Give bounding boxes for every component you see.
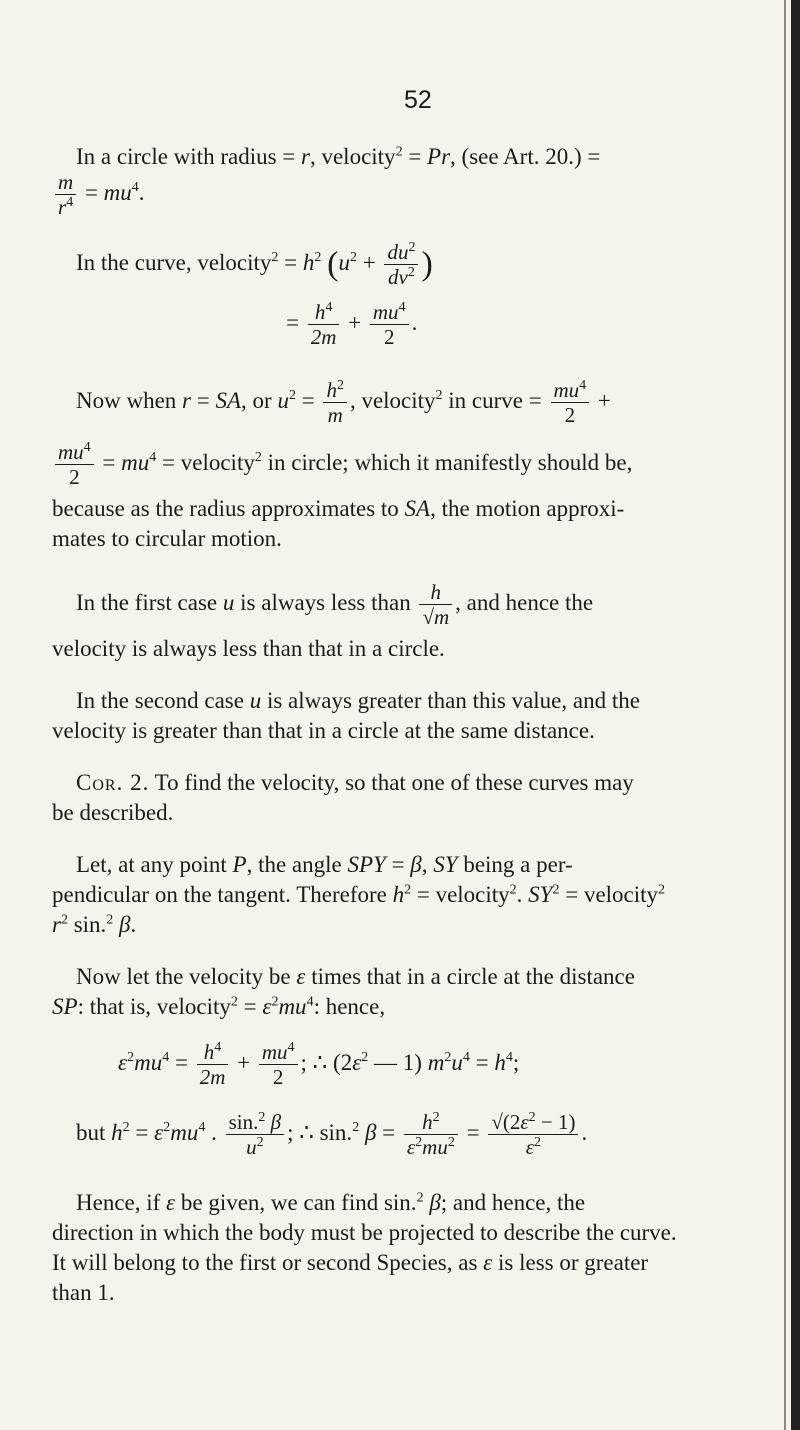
text-direction: direction in which the body must be projected to describe the curve. (52, 1220, 677, 1245)
text-velocity-less: velocity is always less than that in a circle. (52, 636, 445, 661)
text-velocity-in-circle: $\frac{mu^4}{2}$ = $mu^4$ = velocity$^2$ in circle; which it manifestly should be, (52, 440, 632, 489)
page-number: 52 (404, 86, 432, 114)
text-now-let: Now let the velocity be ε times that in a circle at the distance (76, 964, 635, 989)
text-velocity-greater: velocity is greater than that in a circle at the same distance. (52, 718, 595, 743)
text-first-case: In the first case u is always less than $\frac{h}{√m}$ , and hence the (76, 580, 594, 629)
equation-eps-mu4: $\varepsilon^2mu^4$ = $\frac{h^4}{2m}$ + $\frac{mu^4}{2}$ ; ∴ ($2\varepsilon^2$ — 1) $m^2u^4 = h^4$; (118, 1040, 520, 1089)
equation-m-over-r4: $\frac{m}{r^4}$ = $mu^4$. (52, 170, 145, 219)
text-hence: Hence, if ε be given, we can find sin.$^2$ β; and hence, the (76, 1190, 586, 1215)
corollary-heading: Cor. 2. To find the velocity, so that one of these curves may (76, 770, 634, 795)
text-species: It will belong to the first or second Species, as ε is less or greater (52, 1250, 649, 1275)
text-because: because as the radius approximates to SA, the motion approxi- (52, 496, 625, 521)
text-be-described: be described. (52, 800, 174, 825)
text-sp-velocity: SP: that is, velocity$^2$ = $\varepsilon^2mu^4$: hence, (52, 994, 386, 1019)
text-circular-motion: mates to circular motion. (52, 526, 282, 551)
equation-curve-velocity: In the curve, velocity$^2$ = $h^2$ ($u^2$ + $\frac{du^2}{dv^2}$ ) (76, 240, 433, 289)
text-perpendicular: pendicular on the tangent. Therefore $h^2$ = velocity$^2$. $SY^2$ = velocity$^2$ (52, 882, 666, 907)
page-edge-binding (791, 0, 800, 1430)
text-second-case: In the second case u is always greater than this value, and the (76, 688, 640, 713)
equation-sin-beta: but $h^2 = \varepsilon^2mu^4$ . $\frac{\sin.^2 \beta}{u^2}$ ; ∴ sin.$^2$ β = $\frac{h^2}{\varepsilon^2mu^2}$ = $\frac{√(2\varepsilon^2 - 1)}{\varepsilon^2}$ . (76, 1110, 588, 1159)
text-let-at-point: Let, at any point P, the angle SPY = β, SY being a per- (76, 852, 573, 877)
page-edge-line (784, 0, 786, 1430)
equation-h4-2m: = $\frac{h^4}{2m}$ + $\frac{mu^4}{2}$ . (286, 300, 418, 349)
text-now-when: Now when r = SA, or $u^2$ = $\frac{h^2}{m}$ , velocity$^2$ in curve = $\frac{mu^4}{2}$ + (76, 378, 611, 427)
text-than-one: than 1. (52, 1280, 115, 1305)
text-r2-sin-beta: $r^2$ sin.$^2$ β. (52, 912, 137, 937)
text-line-1: In a circle with radius = r, velocity$^2$ = Pr, (see Art. 20.) = (76, 144, 601, 169)
